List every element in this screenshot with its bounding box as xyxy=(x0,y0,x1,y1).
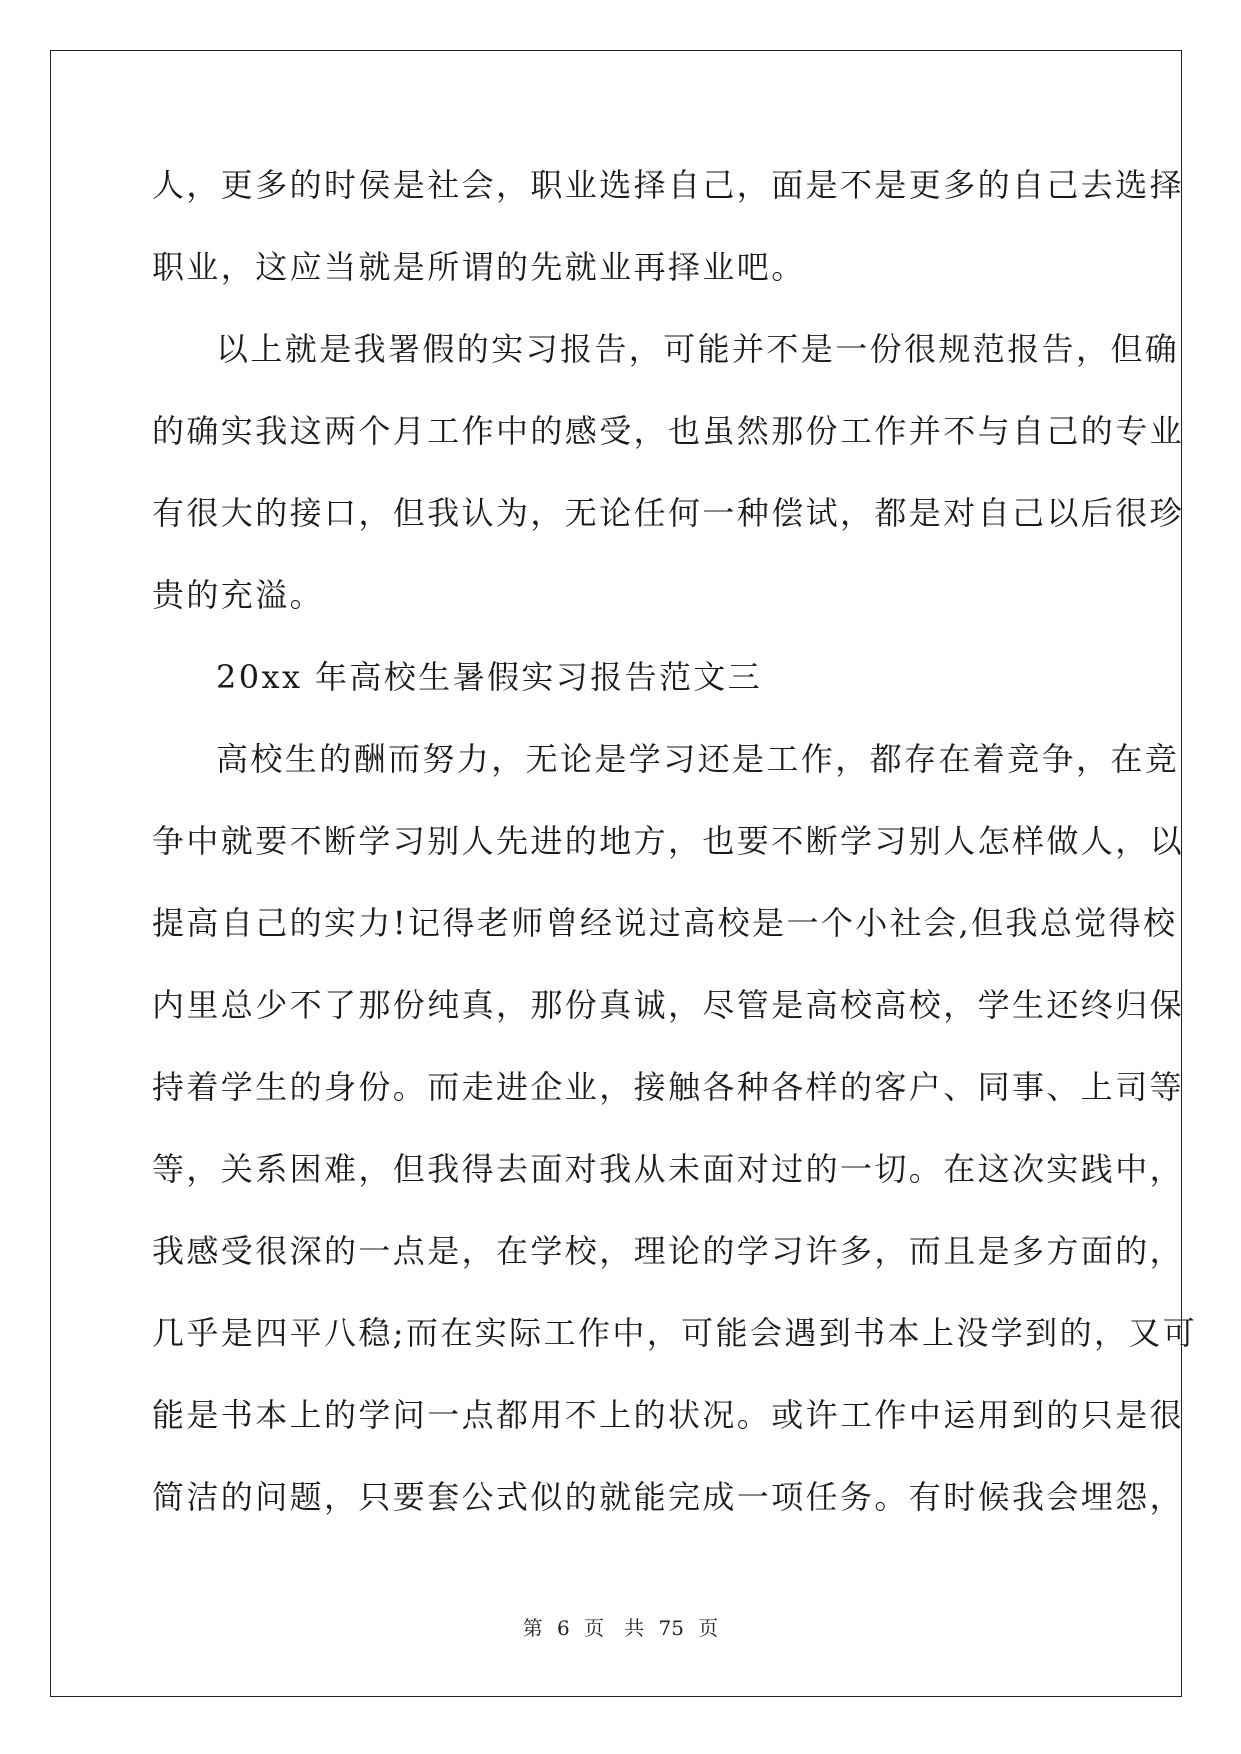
text-line-1: 人，更多的时侯是社会，职业选择自己，面是不是更多的自己去选择 xyxy=(152,166,1185,204)
text-line-13: 等，关系困难，但我得去面对我从未面对过的一切。在这次实践中， xyxy=(152,1150,1185,1188)
text-line-16: 能是书本上的学问一点都用不上的状况。或许工作中运用到的只是很 xyxy=(152,1396,1185,1434)
page-number-footer: 第 6 页 共 75 页 xyxy=(522,1616,719,1640)
section-heading: 20xx 年高校生暑假实习报告范文三 xyxy=(216,658,763,696)
text-line-2: 职业，这应当就是所谓的先就业再择业吧。 xyxy=(152,248,806,286)
text-line-17: 简洁的问题，只要套公式似的就能完成一项任务。有时候我会埋怨， xyxy=(152,1478,1185,1516)
text-line-14: 我感受很深的一点是，在学校，理论的学习许多，而且是多方面的， xyxy=(152,1232,1185,1270)
text-line-8: 高校生的酬而努力，无论是学习还是工作，都存在着竞争，在竞 xyxy=(216,740,1180,778)
text-line-3: 以上就是我署假的实习报告，可能并不是一份很规范报告，但确 xyxy=(216,330,1180,368)
document-body xyxy=(152,158,1198,1552)
text-line-5: 有很大的接口，但我认为，无论任何一种偿试，都是对自己以后很珍 xyxy=(152,494,1185,532)
text-line-12: 持着学生的身份。而走进企业，接触各种各样的客户、同事、上司等 xyxy=(152,1068,1185,1106)
text-line-10: 提高自己的实力!记得老师曾经说过高校是一个小社会,但我总觉得校 xyxy=(152,904,1178,942)
text-line-15: 几乎是四平八稳;而在实际工作中，可能会遇到书本上没学到的，又可 xyxy=(152,1314,1198,1352)
text-line-4: 的确实我这两个月工作中的感受，也虽然那份工作并不与自己的专业 xyxy=(152,412,1185,450)
text-line-11: 内里总少不了那份纯真，那份真诚，尽管是高校高校，学生还终归保 xyxy=(152,986,1185,1024)
text-line-9: 争中就要不断学习别人先进的地方，也要不断学习别人怎样做人，以 xyxy=(152,822,1185,860)
text-line-6: 贵的充溢。 xyxy=(152,576,325,614)
